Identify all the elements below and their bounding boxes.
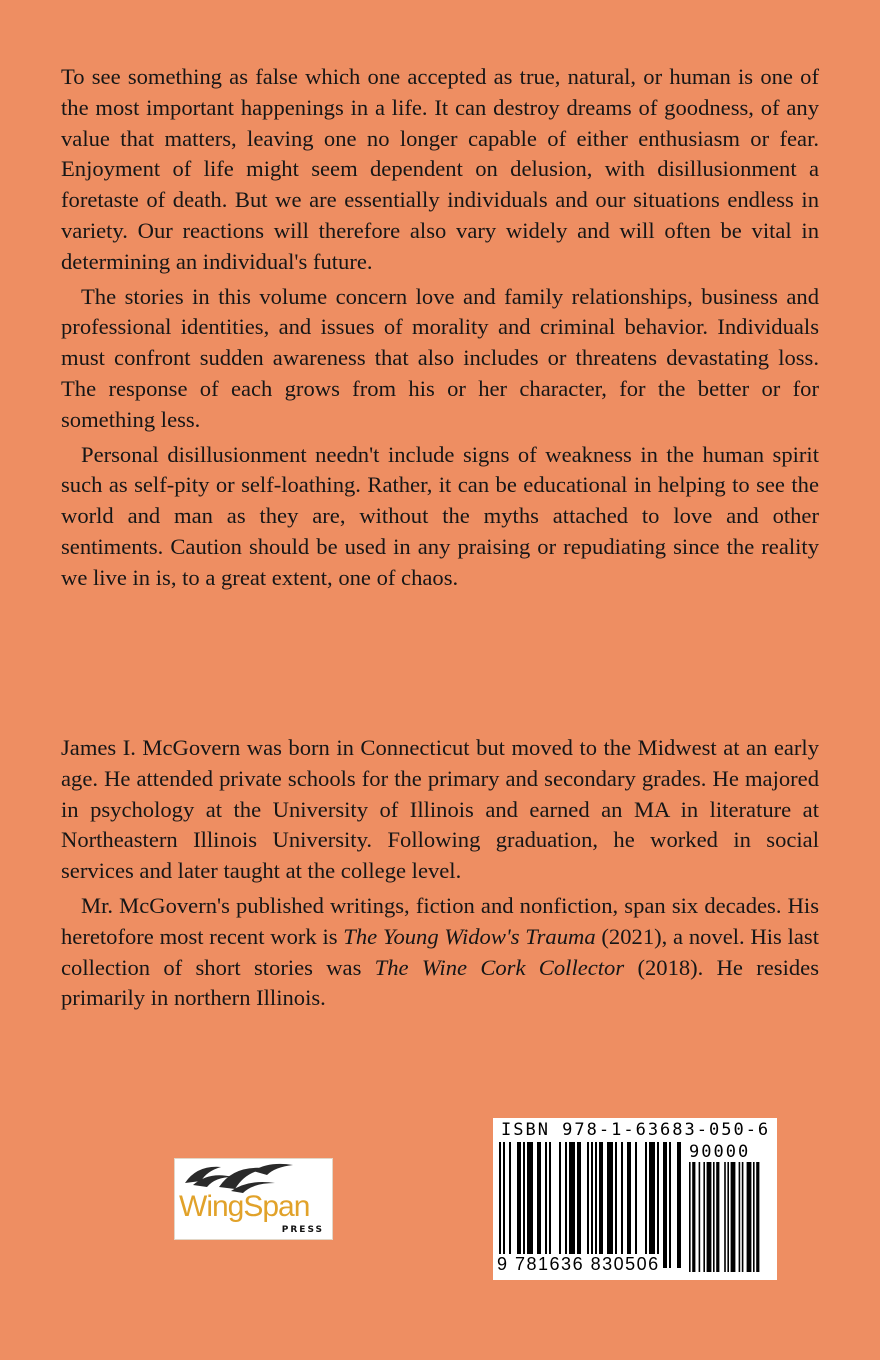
barcode-bar	[523, 1142, 525, 1268]
publisher-logo	[174, 1158, 333, 1240]
barcode-bar	[503, 1142, 505, 1268]
barcode-bar	[635, 1142, 637, 1268]
barcode-bar	[742, 1162, 744, 1272]
barcode-bar	[545, 1142, 547, 1268]
barcode-bar	[703, 1162, 705, 1272]
barcode-bar	[559, 1142, 561, 1268]
barcode-bar	[677, 1142, 681, 1268]
description-paragraph-2: The stories in this volume concern love and family relationships, business and professional identities, and issues of morality and criminal behavior. Individuals must confront sudden awareness that also includes or threatens devastating loss. The response of each grows from his or her character, for the better or for something less.	[61, 283, 819, 432]
barcode-bar	[517, 1142, 521, 1268]
bio-paragraph-1: James I. McGovern was born in Connecticut but moved to the Midwest at an early age. He attended private schools for the primary and secondary grades. He majored in psychology at the University of Illinois and earned an MA in literature at Northeastern Illinois University. Following graduation, he worked in social services and later taught at the college level.	[61, 735, 819, 884]
barcode-bar	[599, 1142, 603, 1268]
barcode-bar	[657, 1142, 659, 1268]
bio-paragraph-2	[61, 891, 819, 1014]
barcode-bar	[527, 1142, 533, 1268]
barcode-bar	[731, 1162, 736, 1272]
publisher-name: WingSpan	[179, 1190, 310, 1223]
barcode-bar	[707, 1162, 712, 1272]
barcode-bar	[727, 1162, 729, 1272]
isbn-label: ISBN 978-1-63683-050-6	[501, 1120, 771, 1140]
price-code: 90000	[689, 1142, 751, 1162]
book-description	[61, 62, 819, 598]
barcode-bar	[739, 1162, 741, 1272]
barcode-bar	[753, 1162, 755, 1272]
author-bio	[61, 733, 819, 1018]
addon-barcode-bars	[689, 1162, 771, 1272]
barcode-bar	[549, 1142, 551, 1268]
barcode-bar	[692, 1162, 695, 1272]
barcode-bar	[577, 1142, 581, 1268]
barcode-bar	[509, 1142, 511, 1268]
bio-text: (2021), a novel. His last collection of short stories was	[61, 923, 819, 980]
barcode-bar	[591, 1142, 593, 1268]
publisher-press-label: PRESS	[281, 1225, 324, 1235]
book-title-wine-cork: The Wine Cork Collector	[374, 954, 625, 980]
barcode-bar	[615, 1142, 617, 1268]
description-paragraph-1: To see something as false which one accepted as true, natural, or human is one of the most important happenings in a life. It can destroy dreams of goodness, of any value that matters, leaving one no longer capable of either enthusiasm or fear. Enjoyment of life might seem dependent on delusion, with disillusionment a foretaste of death. But we are essentially individuals and our situations endless in variety. Our reactions will therefore also vary widely and will often be vital in determining an individual's future.	[61, 64, 819, 274]
barcode-bar	[724, 1162, 726, 1272]
barcode-bar	[565, 1142, 567, 1268]
barcode-bar	[645, 1142, 647, 1268]
barcode-bar	[607, 1142, 613, 1268]
barcode-bar	[669, 1142, 671, 1268]
barcode-bar	[537, 1142, 541, 1268]
ean13-barcode-bars	[499, 1142, 683, 1268]
barcode-bar	[587, 1142, 589, 1268]
barcode-bar	[595, 1142, 597, 1268]
barcode-bar	[499, 1142, 501, 1268]
barcode-bar	[621, 1142, 623, 1268]
barcode-digits: 9 781636 830506	[497, 1254, 660, 1274]
barcode-bar	[569, 1142, 575, 1268]
isbn-barcode	[493, 1118, 777, 1280]
barcode-bar	[713, 1162, 715, 1272]
barcode-bar	[689, 1162, 691, 1272]
description-paragraph-3: Personal disillusionment needn't include signs of weakness in the human spirit such as self-pity or self-loathing. Rather, it can be educational in helping to see the world and man as they are, without the myths attached to love and other sentiments. Caution should be used in any praising or repudiating since the reality we live in is, to a great extent, one of chaos.	[61, 441, 819, 590]
barcode-bar	[756, 1162, 759, 1272]
book-title-young-widow: The Young Widow's Trauma	[343, 923, 596, 949]
barcode-bar	[747, 1162, 752, 1272]
barcode-bar	[663, 1142, 667, 1268]
bio-text: (2018). He resides primarily in northern Illinois.	[61, 954, 819, 1011]
bio-text: Mr. McGovern's published writings, fiction and nonfiction, span six decades. His heretofore most recent work is	[61, 892, 819, 949]
barcode-bar	[627, 1142, 631, 1268]
barcode-bar	[716, 1162, 719, 1272]
barcode-bar	[699, 1162, 701, 1272]
barcode-bar	[649, 1142, 655, 1268]
